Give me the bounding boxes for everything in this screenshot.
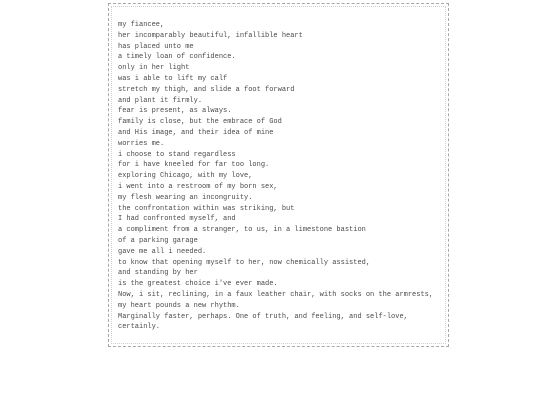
poem-line: stretch my thigh, and slide a foot forward xyxy=(118,85,295,94)
poem-line: and plant it firmly. xyxy=(118,96,203,105)
poem-line: to know that opening myself to her, now chemically assisted, xyxy=(118,258,371,267)
poem-line: and standing by her xyxy=(118,269,198,278)
poem-card xyxy=(108,3,449,347)
poem-line: of a parking garage xyxy=(118,236,198,245)
poem-line: worries me. xyxy=(118,139,165,148)
poem-line: a compliment from a stranger, to us, in a limestone bastion xyxy=(118,226,366,235)
poem-line: I had confronted myself, and xyxy=(118,215,236,224)
poem-line: only in her light xyxy=(118,64,190,73)
poem-line: her incomparably beautiful, infallible heart xyxy=(118,31,303,40)
poem-line: gave me all i needed. xyxy=(118,247,207,256)
poem-text xyxy=(118,20,440,333)
poem-line: my flesh wearing an incongruity. xyxy=(118,193,253,202)
poem-line: Now, i sit, reclining, in a faux leather chair, with socks on the armrests, my heart pounds a new rhythm. xyxy=(118,290,434,310)
poem-line: Marginally faster, perhaps. One of truth, and feeling, and self-love, certainly. xyxy=(118,312,408,332)
poem-line: family is close, but the embrace of God xyxy=(118,118,282,127)
poem-line: exploring Chicago, with my love, xyxy=(118,172,253,181)
poem-line: the confrontation within was striking, but xyxy=(118,204,295,213)
poem-line: a timely loan of confidence. xyxy=(118,53,236,62)
poem-line: is the greatest choice i've ever made. xyxy=(118,280,278,289)
poem-line: fear is present, as always. xyxy=(118,107,232,116)
poem-line: for i have kneeled for far too long. xyxy=(118,161,270,170)
poem-line: i went into a restroom of my born sex, xyxy=(118,182,278,191)
poem-line: i choose to stand regardless xyxy=(118,150,236,159)
poem-line: was i able to lift my calf xyxy=(118,74,228,83)
poem-line: has placed unto me xyxy=(118,42,194,51)
poem-line: and His image, and their idea of mine xyxy=(118,128,274,137)
poem-line: my fiancee, xyxy=(118,21,165,29)
